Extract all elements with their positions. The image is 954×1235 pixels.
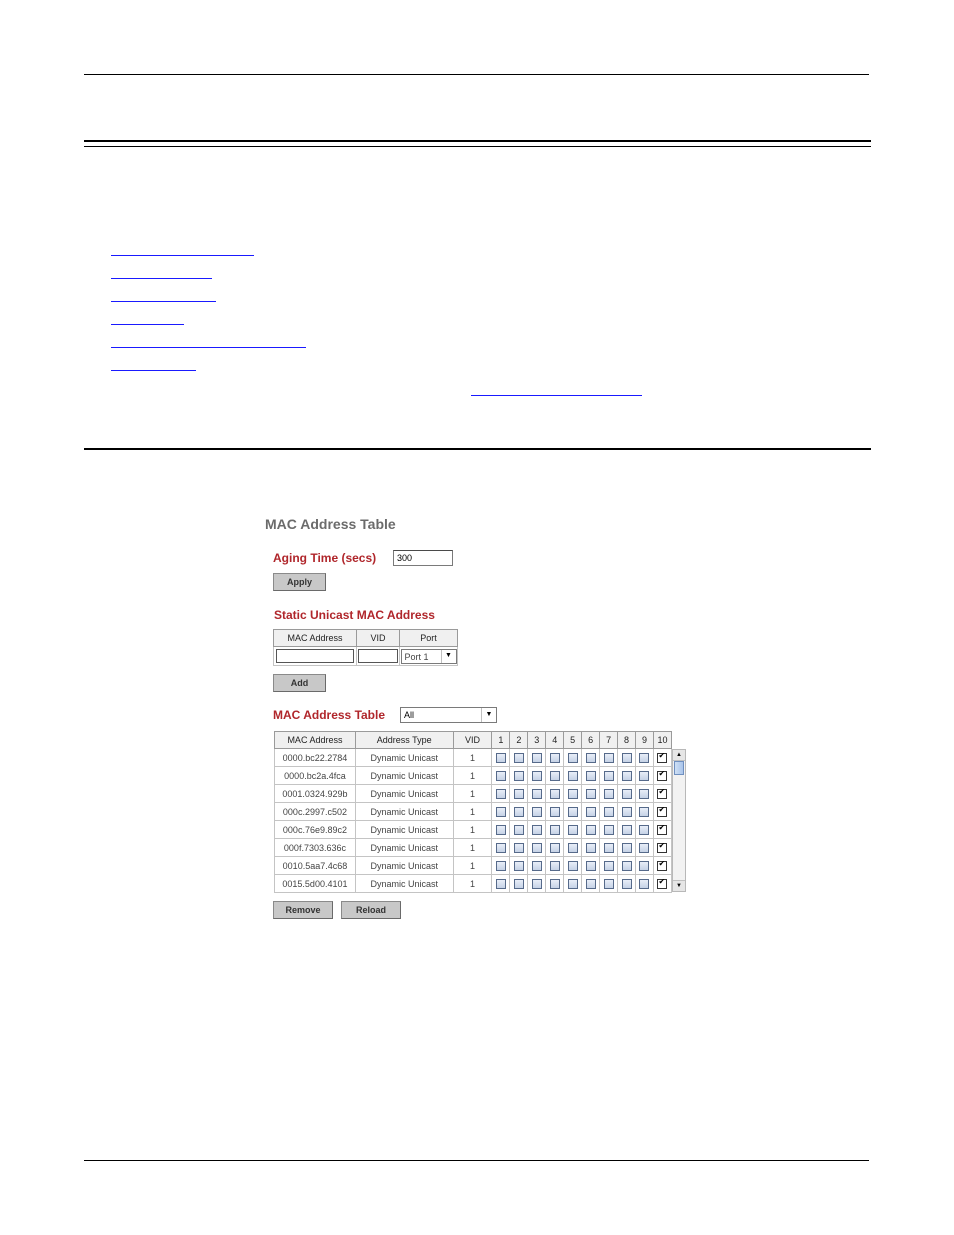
port-cell [618,785,636,803]
section-rule-thick [84,140,871,142]
table-row [275,767,672,785]
col-port-4: 4 [546,732,564,749]
toc-link-3[interactable] [111,301,216,302]
port-cell [600,857,618,875]
static-vid-input[interactable] [358,649,398,663]
port-8-checkbox[interactable] [622,753,632,763]
port-cell [653,767,671,785]
toc-link-1[interactable] [111,255,254,256]
port-10-checkbox[interactable] [657,771,667,781]
port-cell [564,803,582,821]
vid-cell: 1 [453,803,492,821]
port-cell [492,767,510,785]
port-1-checkbox[interactable] [496,861,506,871]
port-10-checkbox[interactable] [657,807,667,817]
port-cell [600,767,618,785]
mac-table-scrollbar[interactable] [672,749,686,892]
vid-cell: 1 [453,821,492,839]
port-cell [546,785,564,803]
toc-link-6[interactable] [111,370,196,371]
port-4-checkbox[interactable] [550,825,560,835]
port-2-checkbox[interactable] [514,753,524,763]
static-port-value: Port 1 [404,651,429,662]
port-cell [582,875,600,893]
panel-title: MAC Address Table [265,516,396,532]
mac-address-cell: 0015.5d00.4101 [275,875,356,893]
port-6-checkbox[interactable] [586,825,596,835]
port-2-checkbox[interactable] [514,861,524,871]
col-port: Port [400,630,458,647]
port-10-checkbox[interactable] [657,789,667,799]
port-cell [618,821,636,839]
static-unicast-table [273,629,458,666]
col-port-10: 10 [653,732,671,749]
port-4-checkbox[interactable] [550,753,560,763]
port-cell [600,749,618,767]
vid-cell: 1 [453,857,492,875]
chevron-down-icon: ▼ [481,708,496,722]
add-button[interactable]: Add [273,674,326,692]
port-7-checkbox[interactable] [604,807,614,817]
port-cell [636,767,654,785]
port-9-checkbox[interactable] [639,771,649,781]
section-rule-thin [84,146,871,147]
port-5-checkbox[interactable] [568,771,578,781]
port-10-checkbox[interactable] [657,753,667,763]
port-cell [510,857,528,875]
port-cell [618,767,636,785]
port-cell [653,749,671,767]
figure-rule [84,448,871,450]
port-cell [600,875,618,893]
address-type-cell: Dynamic Unicast [355,857,453,875]
port-2-checkbox[interactable] [514,807,524,817]
address-type-cell: Dynamic Unicast [355,785,453,803]
table-row [275,875,672,893]
port-cell [510,875,528,893]
port-9-checkbox[interactable] [639,789,649,799]
port-9-checkbox[interactable] [639,843,649,853]
mac-address-cell: 0010.5aa7.4c68 [275,857,356,875]
port-7-checkbox[interactable] [604,789,614,799]
col-port-2: 2 [510,732,528,749]
port-3-checkbox[interactable] [532,861,542,871]
col-port-8: 8 [618,732,636,749]
footer-rule [84,1160,869,1161]
mac-table-filter-value: All [404,710,415,720]
mac-address-cell: 000f.7303.636c [275,839,356,857]
mac-address-table [274,731,672,893]
inline-link[interactable] [471,395,642,396]
address-type-cell: Dynamic Unicast [355,821,453,839]
mac-address-cell: 000c.2997.c502 [275,803,356,821]
port-cell [600,803,618,821]
col-vid: VID [453,732,492,749]
port-cell [582,785,600,803]
mac-table-filter-select[interactable] [400,707,497,723]
port-cell [636,803,654,821]
port-cell [582,839,600,857]
port-cell [582,821,600,839]
port-cell [564,875,582,893]
port-3-checkbox[interactable] [532,843,542,853]
port-cell [510,749,528,767]
port-cell [618,749,636,767]
arrow-up-icon[interactable]: ▲ [673,750,685,761]
toc-link-2[interactable] [111,278,212,279]
port-cell [582,749,600,767]
port-3-checkbox[interactable] [532,789,542,799]
port-cell [492,749,510,767]
port-5-checkbox[interactable] [568,825,578,835]
port-1-checkbox[interactable] [496,825,506,835]
port-10-checkbox[interactable] [657,843,667,853]
port-cell [618,875,636,893]
port-cell [564,785,582,803]
col-port-6: 6 [582,732,600,749]
port-cell [618,839,636,857]
arrow-down-icon[interactable]: ▼ [673,880,685,891]
port-cell [636,749,654,767]
port-7-checkbox[interactable] [604,753,614,763]
port-cell [636,821,654,839]
port-2-checkbox[interactable] [514,843,524,853]
table-row [275,803,672,821]
port-cell [492,839,510,857]
port-4-checkbox[interactable] [550,861,560,871]
port-7-checkbox[interactable] [604,861,614,871]
port-cell [546,839,564,857]
port-cell [528,839,546,857]
port-4-checkbox[interactable] [550,789,560,799]
table-row [275,749,672,767]
port-cell [492,821,510,839]
table-row [275,821,672,839]
port-9-checkbox[interactable] [639,861,649,871]
chevron-down-icon: ▼ [441,650,456,663]
port-cell [636,839,654,857]
col-vid: VID [357,630,400,647]
port-6-checkbox[interactable] [586,771,596,781]
port-cell [618,803,636,821]
col-port-1: 1 [492,732,510,749]
col-port-7: 7 [600,732,618,749]
port-5-checkbox[interactable] [568,789,578,799]
port-9-checkbox[interactable] [639,807,649,817]
port-cell [582,803,600,821]
mac-address-cell: 0000.bc22.2784 [275,749,356,767]
port-3-checkbox[interactable] [532,753,542,763]
port-10-checkbox[interactable] [657,879,667,889]
address-type-cell: Dynamic Unicast [355,767,453,785]
port-5-checkbox[interactable] [568,861,578,871]
table-row [275,785,672,803]
port-cell [528,857,546,875]
port-2-checkbox[interactable] [514,879,524,889]
vid-cell: 1 [453,749,492,767]
port-cell [510,839,528,857]
port-6-checkbox[interactable] [586,789,596,799]
table-row [275,857,672,875]
port-5-checkbox[interactable] [568,879,578,889]
port-cell [528,803,546,821]
port-cell [528,785,546,803]
port-cell [653,785,671,803]
port-cell [564,839,582,857]
col-port-9: 9 [636,732,654,749]
port-1-checkbox[interactable] [496,753,506,763]
port-cell [564,857,582,875]
port-cell [636,875,654,893]
port-cell [528,875,546,893]
port-2-checkbox[interactable] [514,825,524,835]
port-7-checkbox[interactable] [604,771,614,781]
apply-button[interactable]: Apply [273,573,326,591]
port-cell [510,821,528,839]
port-cell [546,857,564,875]
port-cell [582,767,600,785]
port-cell [564,767,582,785]
port-10-checkbox[interactable] [657,825,667,835]
port-9-checkbox[interactable] [639,825,649,835]
port-8-checkbox[interactable] [622,807,632,817]
port-cell [618,857,636,875]
port-cell [492,875,510,893]
port-4-checkbox[interactable] [550,879,560,889]
port-cell [600,785,618,803]
port-4-checkbox[interactable] [550,843,560,853]
port-cell [528,749,546,767]
mac-table-label: MAC Address Table [273,708,386,722]
col-mac-address: MAC Address [274,630,357,647]
port-cell [653,821,671,839]
address-type-cell: Dynamic Unicast [355,803,453,821]
port-4-checkbox[interactable] [550,807,560,817]
port-9-checkbox[interactable] [639,879,649,889]
port-cell [582,857,600,875]
mac-address-cell: 0001.0324.929b [275,785,356,803]
port-5-checkbox[interactable] [568,753,578,763]
port-8-checkbox[interactable] [622,825,632,835]
port-cell [564,749,582,767]
port-3-checkbox[interactable] [532,825,542,835]
port-6-checkbox[interactable] [586,843,596,853]
port-cell [653,875,671,893]
port-7-checkbox[interactable] [604,825,614,835]
toc-link-5[interactable] [111,347,306,348]
port-8-checkbox[interactable] [622,861,632,871]
static-port-select[interactable] [401,649,457,664]
port-cell [600,839,618,857]
port-8-checkbox[interactable] [622,879,632,889]
aging-time-input[interactable] [393,550,453,566]
port-cell [653,857,671,875]
reload-button[interactable]: Reload [341,901,401,919]
port-cell [653,803,671,821]
col-address-type: Address Type [355,732,453,749]
port-8-checkbox[interactable] [622,771,632,781]
address-type-cell: Dynamic Unicast [355,875,453,893]
header-rule [84,74,869,75]
port-cell [636,785,654,803]
col-mac-address: MAC Address [275,732,356,749]
port-cell [510,785,528,803]
port-3-checkbox[interactable] [532,807,542,817]
port-1-checkbox[interactable] [496,807,506,817]
port-6-checkbox[interactable] [586,861,596,871]
port-2-checkbox[interactable] [514,771,524,781]
port-1-checkbox[interactable] [496,771,506,781]
scrollbar-thumb[interactable] [674,761,684,775]
vid-cell: 1 [453,875,492,893]
port-7-checkbox[interactable] [604,843,614,853]
port-9-checkbox[interactable] [639,753,649,763]
vid-cell: 1 [453,839,492,857]
port-cell [546,821,564,839]
port-1-checkbox[interactable] [496,843,506,853]
port-cell [528,767,546,785]
port-cell [492,803,510,821]
port-cell [492,785,510,803]
address-type-cell: Dynamic Unicast [355,749,453,767]
port-4-checkbox[interactable] [550,771,560,781]
static-mac-input[interactable] [276,649,354,663]
static-unicast-heading: Static Unicast MAC Address [274,608,435,622]
port-cell [546,767,564,785]
port-cell [636,857,654,875]
mac-address-cell: 0000.bc2a.4fca [275,767,356,785]
port-cell [546,803,564,821]
port-3-checkbox[interactable] [532,879,542,889]
port-cell [528,821,546,839]
vid-cell: 1 [453,767,492,785]
port-10-checkbox[interactable] [657,861,667,871]
port-cell [564,821,582,839]
col-port-3: 3 [528,732,546,749]
port-cell [653,839,671,857]
port-8-checkbox[interactable] [622,789,632,799]
address-type-cell: Dynamic Unicast [355,839,453,857]
port-1-checkbox[interactable] [496,879,506,889]
aging-time-label: Aging Time (secs) [273,551,377,565]
port-7-checkbox[interactable] [604,879,614,889]
port-cell [600,821,618,839]
toc-link-4[interactable] [111,324,184,325]
port-cell [510,803,528,821]
port-3-checkbox[interactable] [532,771,542,781]
port-6-checkbox[interactable] [586,879,596,889]
port-cell [546,749,564,767]
port-cell [492,857,510,875]
port-1-checkbox[interactable] [496,789,506,799]
port-5-checkbox[interactable] [568,843,578,853]
port-5-checkbox[interactable] [568,807,578,817]
port-cell [510,767,528,785]
mac-address-cell: 000c.76e9.89c2 [275,821,356,839]
port-8-checkbox[interactable] [622,843,632,853]
port-6-checkbox[interactable] [586,753,596,763]
mac-table-body [275,749,672,893]
port-cell [546,875,564,893]
vid-cell: 1 [453,785,492,803]
table-row [275,839,672,857]
remove-button[interactable]: Remove [273,901,333,919]
col-port-5: 5 [564,732,582,749]
port-2-checkbox[interactable] [514,789,524,799]
port-6-checkbox[interactable] [586,807,596,817]
